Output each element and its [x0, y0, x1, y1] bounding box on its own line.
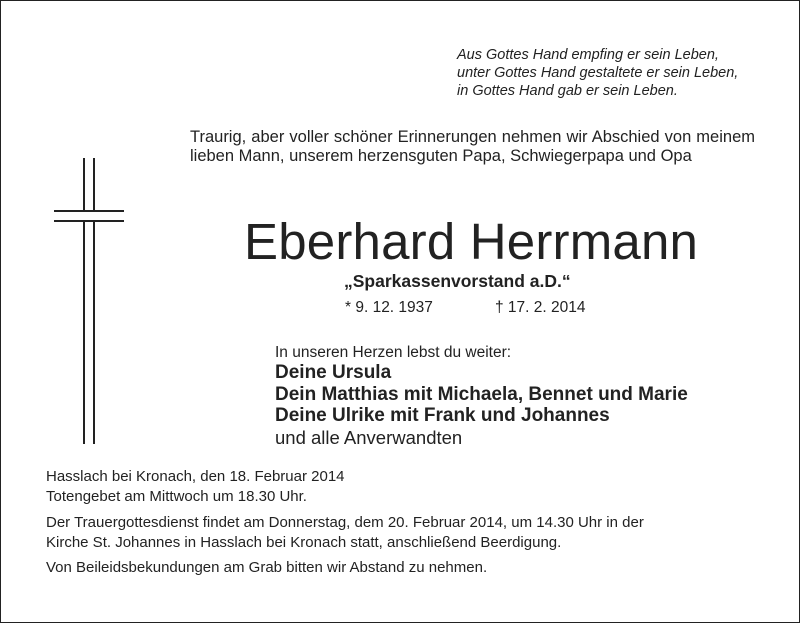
footer [46, 467, 756, 578]
service-info-line: Kirche St. Johannes in Hasslach bei Kronach statt, anschließend Beerdigung. [46, 533, 562, 551]
death-date: † 17. 2. 2014 [495, 299, 586, 316]
birth-date: * 9. 12. 1937 [345, 299, 433, 316]
place-date: Hasslach bei Kronach, den 18. Februar 2014 [46, 468, 345, 485]
poem-line: in Gottes Hand gab er sein Leben. [457, 83, 678, 99]
intro-text: Traurig, aber voller schöner Erinnerungen nehmen wir Abschied von meinem lieben Mann, unserem herzensguten Papa, Schwiegerpapa und Opa [190, 128, 755, 165]
cross-icon [54, 158, 124, 444]
mourner-line: Dein Matthias mit Michaela, Bennet und Marie [275, 383, 688, 405]
mourner-line: und alle Anverwandten [275, 426, 463, 448]
deceased-name: Eberhard Herrmann [244, 213, 699, 270]
poem-line: unter Gottes Hand gestaltete er sein Leben, [457, 65, 739, 81]
mourners [275, 343, 688, 449]
service-info-line: Der Trauergottesdienst findet am Donnerstag, dem 20. Februar 2014, um 14.30 Uhr in der [46, 514, 644, 531]
life-dates [345, 299, 586, 317]
mourners-lead: In unseren Herzen lebst du weiter: [275, 344, 512, 361]
mourner-line: Deine Ulrike mit Frank und Johannes [275, 405, 610, 426]
prayer-info: Totengebet am Mittwoch um 18.30 Uhr. [46, 487, 307, 505]
condolence-note: Von Beileidsbekundungen am Grab bitten wir Abstand zu nehmen. [46, 559, 488, 576]
poem-line: Aus Gottes Hand empfing er sein Leben, [457, 47, 719, 63]
deceased-title: „Sparkassenvorstand a.D.“ [344, 271, 571, 291]
mourner-line: Deine Ursula [275, 362, 392, 383]
poem [457, 46, 738, 100]
